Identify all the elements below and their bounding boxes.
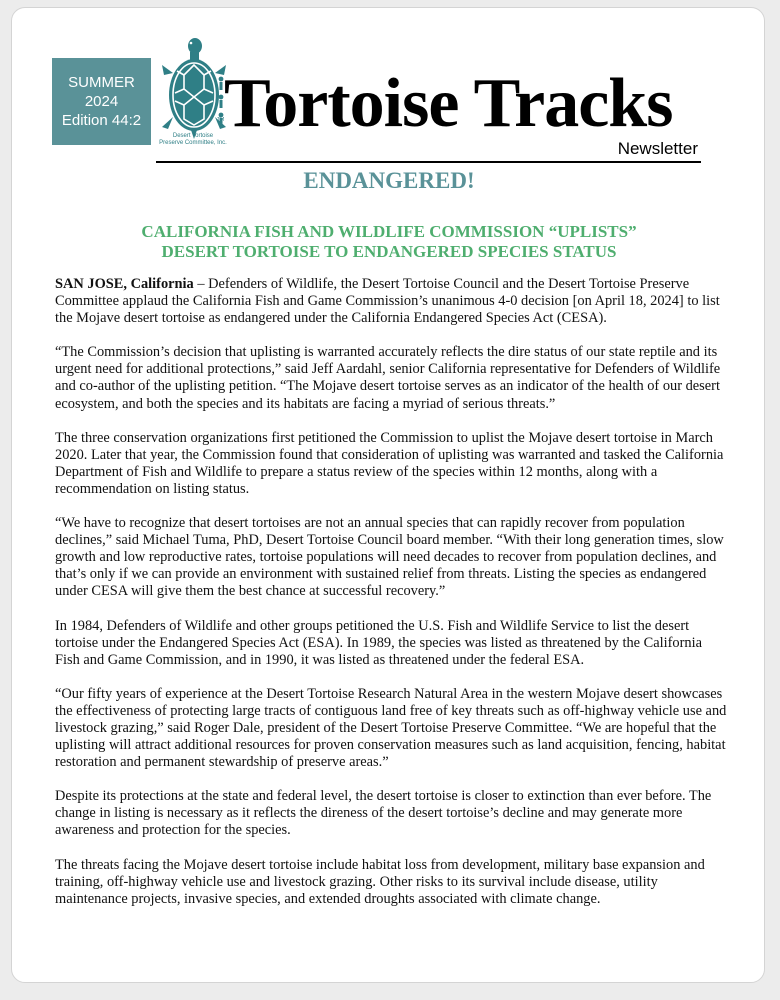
logo-caption <box>153 133 233 147</box>
article-paragraph: In 1984, Defenders of Wildlife and other groups petitioned the U.S. Fish and Wildlife Service to list the desert tortoise under the Endangered Species Act (ESA). In 1989, the species was listed as threatened by the California Fish and Game Commission, and in 1990, it was listed as threatened under the federal ESA. <box>55 617 702 668</box>
article-paragraph: “The Commission’s decision that uplisting is warranted accurately reflects the dire status of our state reptile and its urgent need for additional protections,” said Jeff Aardahl, senior California representative for Defenders of Wildlife and co-author of the uplisting petition. “The Mojave desert tortoise serves as an indicator of the health of our desert ecosystem, and both the species and its habitats are facing a myriad of serious threats.” <box>55 344 721 412</box>
article-paragraph: The threats facing the Mojave desert tortoise include habitat loss from development, military base expansion and training, off-highway vehicle use and livestock grazing. Other risks to its survival include disease, utility maintenance projects, invasive species, and extended droughts associated with climate change. <box>55 856 705 907</box>
paragraph-text: – Defenders of Wildlife, the Desert Tortoise Council and the Desert Tortoise Preserve Committee applaud the California Fish and Game Commission’s unanimous 4-0 decision [on April 18, 2024] to list the Mojave desert tortoise as endangered under the California Endangered Species Act (CESA). <box>55 276 720 327</box>
masthead-title: Tortoise Tracks <box>224 65 673 142</box>
article-paragraph: The three conservation organizations first petitioned the Commission to uplist the Mojave desert tortoise in March 2020. Later that year, the Commission found that consideration of uplisting was warranted and tasked the California Department of Fish and Wildlife to prepare a status review of the species within 12 months, along with a recommendation on listing status. <box>55 429 724 497</box>
headline-line1: CALIFORNIA FISH AND WILDLIFE COMMISSION “UPLISTS” <box>141 222 637 241</box>
article-paragraph: “Our fifty years of experience at the Desert Tortoise Research Natural Area in the western Mojave desert showcases the effectiveness of protecting large tracts of contiguous land free of key threats such as off-highway vehicle use and livestock grazing,” said Roger Dale, president of the Desert Tortoise Preserve Committee. “We are hopeful that the uplisting will attract additional resources for proven conservation measures such as land acquisition, fencing, habitat restoration and permanent stewardship of preserve areas.” <box>55 685 727 771</box>
edition-season: SUMMER <box>68 74 135 91</box>
logo-caption-line1: Desert Tortoise <box>172 133 214 139</box>
masthead-rule <box>156 161 701 163</box>
article-dateline: SAN JOSE, California <box>55 276 194 292</box>
edition-number: Edition 44:2 <box>61 112 142 129</box>
article-paragraph <box>55 276 727 327</box>
edition-year: 2024 <box>84 93 119 110</box>
headline-line2: DESERT TORTOISE TO ENDANGERED SPECIES STATUS <box>161 242 617 261</box>
newsletter-page <box>11 7 765 983</box>
article-headline <box>12 222 765 262</box>
masthead-subtitle: Newsletter <box>617 139 698 158</box>
article-paragraph: Despite its protections at the state and federal level, the desert tortoise is closer to extinction than ever before. The change in listing is necessary as it reflects the direness of the desert tortoise’s decline and may generate more awareness and protection for the species. <box>55 788 712 839</box>
logo-caption-line2: Preserve Committee, Inc. <box>159 140 227 146</box>
edition-box <box>52 58 151 145</box>
article-banner: ENDANGERED! <box>303 168 475 193</box>
article-body <box>55 276 727 925</box>
logo-trademark: TM <box>217 117 225 123</box>
article-paragraph: “We have to recognize that desert tortoises are not an annual species that can rapidly recover from population declines,” said Michael Tuma, PhD, Desert Tortoise Council board member. “With their long generation times, slow growth and low reproductive rates, tortoise populations will need decades to recover from population declines, and that’s only if we can provide an environment with sustained relief from threats. Listing the species as endangered under CESA will give them the best chance at successful recovery.” <box>55 515 724 600</box>
